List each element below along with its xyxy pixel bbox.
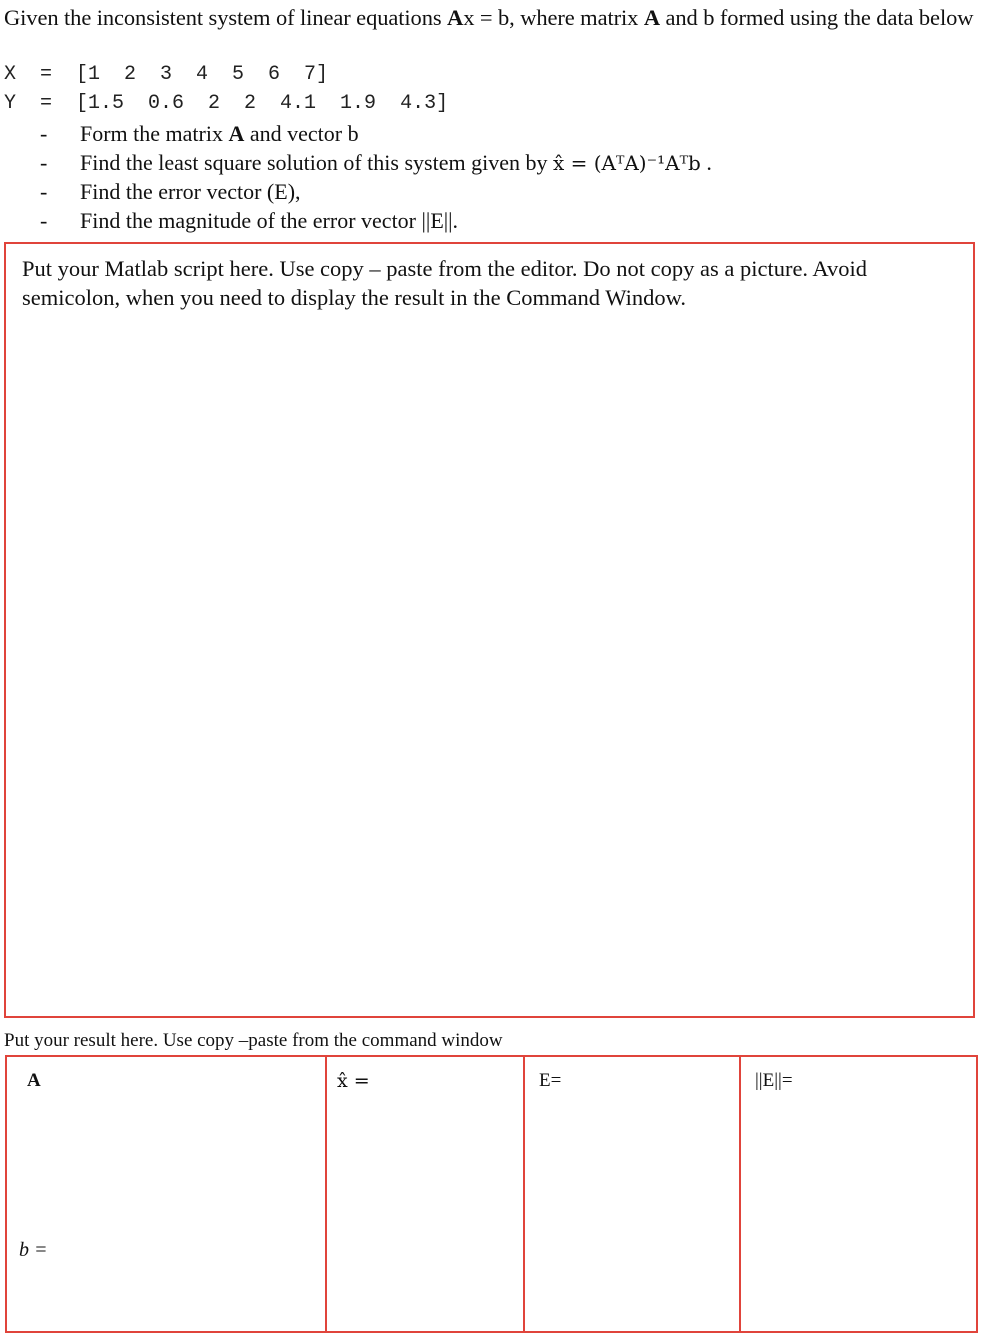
error-vector-label: E= (539, 1070, 562, 1091)
xhat-label: x̂ = (337, 1070, 370, 1092)
task-text (80, 148, 712, 178)
task-2-pre: Find the least square solution of this system given by (80, 150, 553, 175)
task-list (0, 119, 980, 235)
task-item (0, 148, 980, 177)
intro-text-3: and b formed using the data below (660, 5, 974, 30)
y-data-line: Y = [1.5 0.6 2 2 4.1 1.9 4.3] (4, 92, 449, 115)
intro-bold-a: A (643, 5, 660, 30)
task-1-post: and vector b (244, 121, 359, 146)
task-2-post: . (700, 150, 712, 175)
bullet-dash: - (40, 179, 48, 204)
matlab-script-box[interactable] (4, 242, 975, 1018)
question-intro (4, 3, 984, 32)
cropped-top-edge (0, 0, 992, 5)
x-data-line: X = [1 2 3 4 5 6 7] (4, 63, 329, 86)
bullet-dash: - (40, 150, 48, 175)
error-magnitude-label: ||E||= (755, 1070, 793, 1091)
task-1-pre: Form the matrix (80, 121, 229, 146)
task-3-text: Find the error vector (E), (80, 179, 301, 204)
xhat-cell[interactable] (327, 1057, 525, 1331)
vector-b-label: b = (19, 1239, 48, 1261)
error-vector-cell[interactable] (525, 1057, 741, 1331)
task-item (0, 177, 980, 206)
intro-text-2: x = b, where matrix (463, 5, 644, 30)
task-item (0, 119, 980, 148)
script-box-instructions: Put your Matlab script here. Use copy – paste from the editor. Do not copy as a picture. Avoid semicolon, when you need to display the result in the Command Window. (22, 256, 868, 310)
task-item (0, 206, 980, 235)
task-4-text: Find the magnitude of the error vector ||E||. (80, 208, 459, 233)
error-magnitude-cell[interactable] (741, 1057, 976, 1331)
matrix-a-label: A (27, 1070, 41, 1091)
bullet-dash: - (40, 208, 48, 233)
task-text (80, 119, 359, 148)
bullet-dash: - (40, 121, 48, 146)
intro-text-1: Given the inconsistent system of linear equations (4, 5, 448, 30)
least-squares-formula: x̂ = (AᵀA)⁻¹Aᵀb (552, 151, 701, 175)
result-instructions: Put your result here. Use copy –paste from the command window (4, 1030, 503, 1051)
results-table (5, 1055, 978, 1333)
matrix-a-cell[interactable] (7, 1057, 327, 1331)
task-1-bold: A (228, 121, 245, 146)
intro-bold-ax: A (447, 5, 464, 30)
